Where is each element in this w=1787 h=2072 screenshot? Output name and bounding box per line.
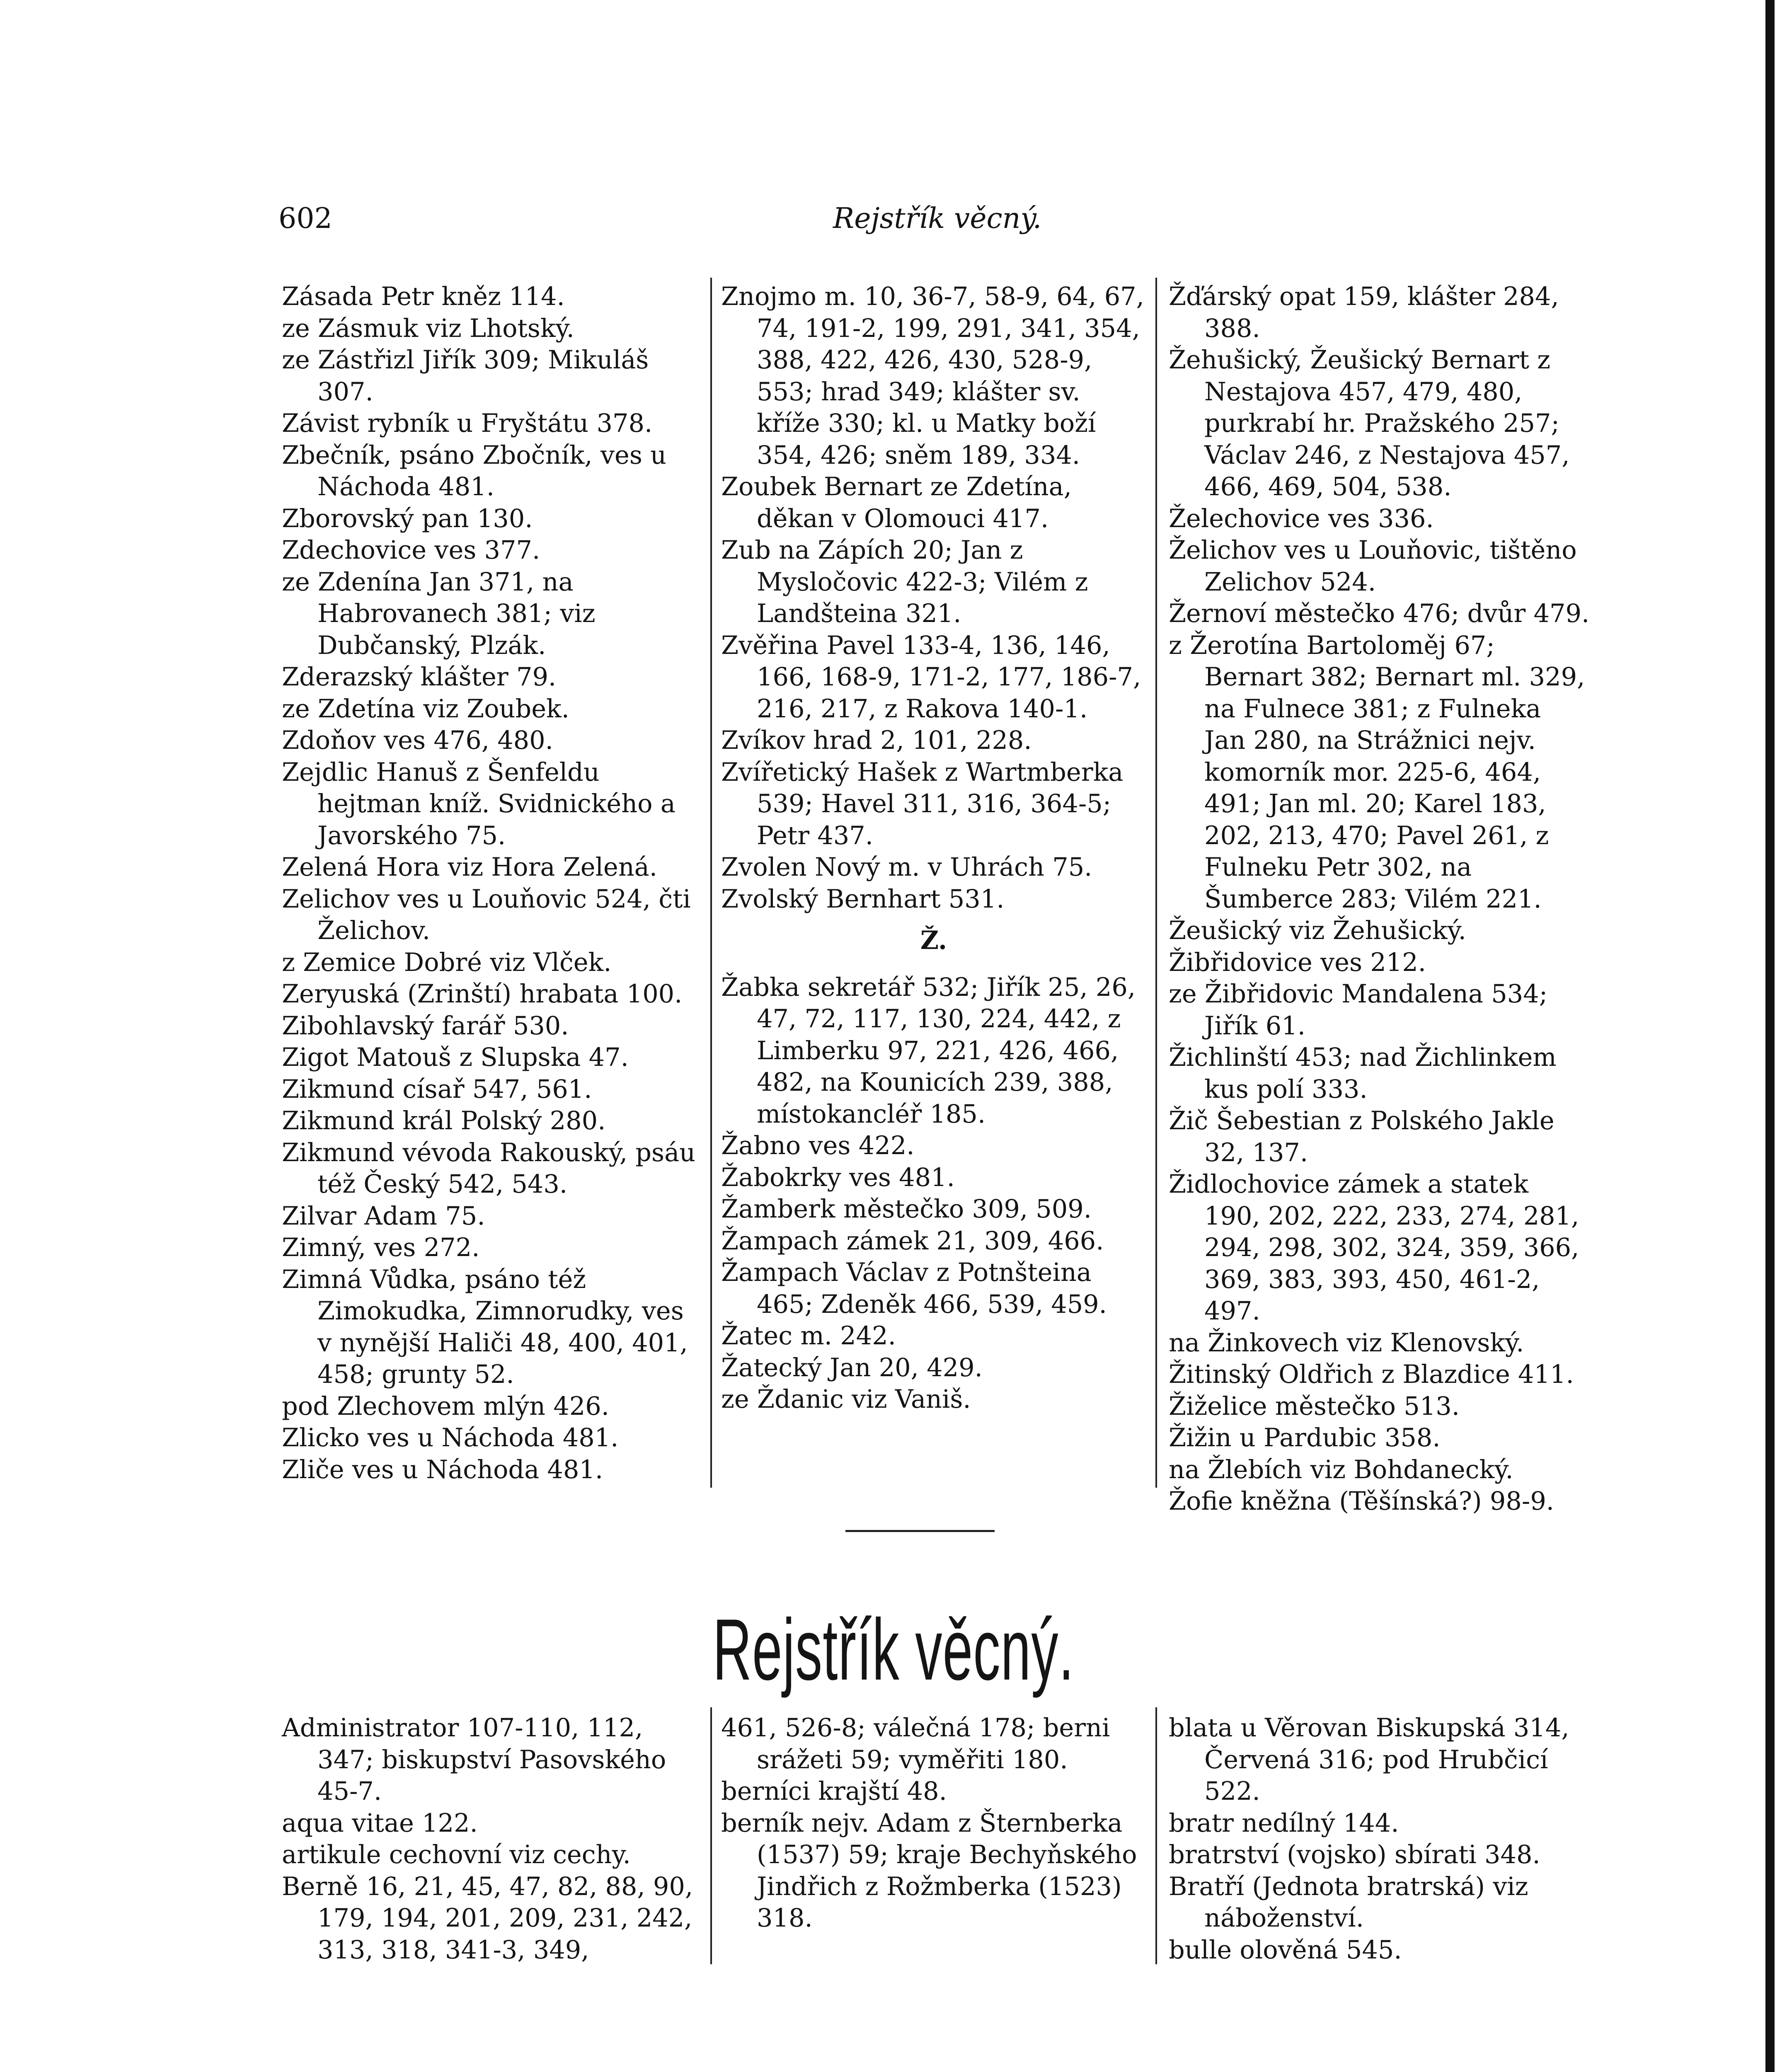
index-entry: na Žlebích viz Bohdanecký. [1169, 1455, 1513, 1484]
index-entry: Zikmund vévoda Rakouský, psáu též Český 542, 543. [282, 1138, 696, 1199]
index-entry: Žatecký Jan 20, 429. [721, 1353, 983, 1382]
index-entry: Zeryuská (Zrinští) hrabata 100. [282, 980, 683, 1009]
index-entry: Žabka sekretář 532; Jiřík 25, 26, 47, 72, 117, 130, 224, 442, z Limberku 97, 221, 426, 466, 482, na Kounicích 239, 388, místokancléř 185. [721, 973, 1136, 1129]
index-entry: Zbečník, psáno Zbočník, ves u Náchoda 481. [282, 441, 667, 501]
index-entry: Zborovský pan 130. [282, 504, 533, 533]
index-entry: Znojmo m. 10, 36-7, 58-9, 64, 67, 74, 191-2, 199, 291, 341, 354, 388, 422, 426, 430, 528-9, 553; hrad 349; klášter sv. kříže 330; kl. u Matky boží 354, 426; sněm 189, 334. [721, 282, 1144, 470]
index-entry: Závist rybník u Fryštátu 378. [282, 409, 653, 438]
subject-index-column-2 [721, 1712, 1146, 1934]
index-column-3 [1169, 281, 1590, 1518]
index-entry: Žiželice městečko 513. [1169, 1392, 1460, 1421]
index-entry: Žabokrky ves 481. [721, 1163, 955, 1192]
index-entry: bulle olověná 545. [1169, 1935, 1402, 1965]
letter-heading: Ž. [920, 926, 947, 955]
index-entry: Zikmund císař 547, 561. [282, 1075, 592, 1104]
page-number: 602 [278, 202, 332, 235]
scan-border-right [1765, 0, 1775, 2072]
column-divider [710, 1707, 712, 1964]
index-entry: Zvěřina Pavel 133-4, 136, 146, 166, 168-9, 171-2, 177, 186-7, 216, 217, z Rakova 140-1. [721, 631, 1141, 724]
index-entry: artikule cechovní viz cechy. [282, 1840, 631, 1869]
index-entry: ze Zdetína viz Zoubek. [282, 694, 569, 724]
section-separator-rule [845, 1530, 995, 1532]
index-entry: Zvíkov hrad 2, 101, 228. [721, 726, 1032, 755]
index-entry: Želechovice ves 336. [1169, 504, 1434, 533]
index-entry: ze Zásmuk viz Lhotský. [282, 314, 574, 343]
subject-index-column-3 [1169, 1712, 1590, 1966]
index-entry: bratrství (vojsko) sbírati 348. [1169, 1840, 1540, 1869]
index-entry: Zimný, ves 272. [282, 1233, 480, 1262]
index-entry: na Žinkovech viz Klenovský. [1169, 1328, 1524, 1358]
index-entry: Zub na Zápích 20; Jan z Mysločovic 422-3; Vilém z Landšteina 321. [721, 536, 1088, 628]
index-entry: Zdechovice ves 377. [282, 536, 540, 565]
index-entry: blata u Věrovan Biskupská 314, Červená 316; pod Hrubčicí 522. [1169, 1714, 1569, 1806]
index-entry: Žižin u Pardubic 358. [1169, 1423, 1441, 1452]
index-entry: Žitinský Oldřich z Blazdice 411. [1169, 1360, 1574, 1389]
index-entry: z Žerotína Bartoloměj 67; Bernart 382; Bernart ml. 329, na Fulnece 381; z Fulneka Jan 280, na Strážnici nejv. komorník mor. 225-6, 464, 491; Jan ml. 20; Karel 183, 202, 213, 470; Pavel 261, z Fulneku Petr 302, na Šumberce 283; Vilém 221. [1169, 631, 1585, 914]
index-entry: Žibřidovice ves 212. [1169, 948, 1426, 977]
index-entry: Administrator 107-110, 112, 347; biskupství Pasovského 45-7. [282, 1714, 666, 1806]
index-entry: berníci krajští 48. [721, 1777, 947, 1806]
index-entry: Zoubek Bernart ze Zdetína, děkan v Olomouci 417. [721, 472, 1072, 533]
subject-index-column-1 [282, 1712, 703, 1966]
index-entry: Žič Šebestian z Polského Jakle 32, 137. [1169, 1106, 1555, 1167]
index-entry: Berně 16, 21, 45, 47, 82, 88, 90, 179, 194, 201, 209, 231, 242, 313, 318, 341-3, 349, [282, 1872, 693, 1965]
index-entry: Žofie kněžna (Těšínská?) 98-9. [1169, 1487, 1555, 1516]
section-title: Rejstřík věcný. [712, 1601, 1075, 1698]
index-entry: Žampach Václav z Potnšteina 465; Zdeněk 466, 539, 459. [721, 1258, 1107, 1319]
index-entry: Žabno ves 422. [721, 1131, 915, 1160]
index-entry: Zdoňov ves 476, 480. [282, 726, 553, 755]
index-entry: Žichlinští 453; nad Žichlinkem kus polí 333. [1169, 1043, 1557, 1104]
column-divider [710, 278, 712, 1488]
index-entry: 461, 526-8; válečná 178; berni srážeti 59; vyměřiti 180. [721, 1714, 1110, 1774]
index-entry: Žatec m. 242. [721, 1322, 896, 1351]
index-entry: berník nejv. Adam z Šternberka (1537) 59; kraje Bechyňského Jindřich z Rožmberka (1523) 318. [721, 1808, 1137, 1933]
index-entry: Zelichov ves u Louňovic 524, čti Želichov. [282, 884, 691, 945]
index-entry: ze Zdenína Jan 371, na Habrovanech 381; viz Dubčanský, Plzák. [282, 567, 596, 660]
index-entry: Zderazský klášter 79. [282, 663, 557, 692]
index-entry: Žeušický viz Žehušický. [1169, 916, 1466, 945]
index-entry: Zvolský Bernhart 531. [721, 884, 1005, 914]
index-entry: Zikmund král Polský 280. [282, 1106, 606, 1135]
index-entry: Zvolen Nový m. v Uhrách 75. [721, 853, 1092, 882]
index-entry: Zliče ves u Náchoda 481. [282, 1455, 603, 1484]
index-entry: Žampach zámek 21, 309, 466. [721, 1226, 1104, 1256]
index-entry: Zejdlic Hanuš z Šenfeldu hejtman kníž. Svidnického a Javorského 75. [282, 758, 676, 850]
index-entry: Zásada Petr kněz 114. [282, 282, 565, 311]
index-column-2 [721, 281, 1146, 1416]
index-entry: bratr nedílný 144. [1169, 1808, 1399, 1838]
index-entry: Zilvar Adam 75. [282, 1201, 485, 1231]
index-entry: Bratří (Jednota bratrská) viz náboženství. [1169, 1872, 1528, 1933]
index-entry: Žďárský opat 159, klášter 284, 388. [1169, 282, 1559, 343]
running-title: Rejstřík věcný. [833, 202, 1042, 235]
index-entry: Zibohlavský farář 530. [282, 1011, 569, 1041]
column-divider [1155, 278, 1157, 1488]
index-entry: Zigot Matouš z Slupska 47. [282, 1043, 629, 1072]
index-entry: Zlicko ves u Náchoda 481. [282, 1423, 619, 1452]
index-entry: Židlochovice zámek a statek 190, 202, 222, 233, 274, 281, 294, 298, 302, 324, 359, 366, 369, 383, 393, 450, 461-2, 497. [1169, 1170, 1579, 1326]
index-entry: Zimná Vůdka, psáno též Zimokudka, Zimnorudky, ves v nynější Haliči 48, 400, 401, 458; grunty 52. [282, 1265, 688, 1389]
index-entry: Žehušický, Žeušický Bernart z Nestajova 457, 479, 480, purkrabí hr. Pražského 257; Václav 246, z Nestajova 457, 466, 469, 504, 538. [1169, 346, 1570, 501]
index-entry: Zvířetický Hašek z Wartmberka 539; Havel 311, 316, 364-5; Petr 437. [721, 758, 1124, 850]
index-column-1 [282, 281, 703, 1486]
index-entry: ze Ždanic viz Vaniš. [721, 1385, 971, 1414]
index-entry: z Zemice Dobré viz Vlček. [282, 948, 612, 977]
index-entry: ze Zástřizl Jiřík 309; Mikuláš 307. [282, 346, 649, 407]
index-entry: pod Zlechovem mlýn 426. [282, 1392, 609, 1421]
index-entry: ze Žibřidovic Mandalena 534; Jiřík 61. [1169, 980, 1548, 1041]
index-entry: Žernoví městečko 476; dvůr 479. [1169, 599, 1590, 628]
index-entry: Zelená Hora viz Hora Zelená. [282, 853, 657, 882]
index-entry: Žamberk městečko 309, 509. [721, 1195, 1092, 1224]
index-entry: Želichov ves u Louňovic, tištěno Zelichov 524. [1169, 536, 1577, 597]
index-entry: aqua vitae 122. [282, 1808, 478, 1838]
column-divider [1155, 1707, 1157, 1964]
